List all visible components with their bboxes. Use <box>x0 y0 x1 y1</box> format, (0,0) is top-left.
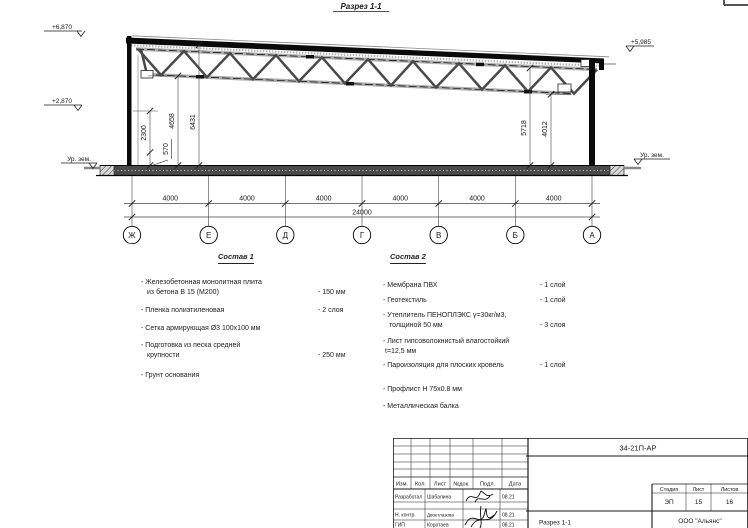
splice-plate <box>524 90 532 94</box>
svg-text:570: 570 <box>163 143 170 155</box>
slab-end-block <box>610 166 624 176</box>
list-item-line: толщиной 50 мм <box>389 321 443 329</box>
axis-bubbles <box>123 226 600 243</box>
doc-number: 34-21П-АР <box>619 443 657 453</box>
section-drawing <box>0 0 748 250</box>
elevation-label: +6,870 <box>51 24 73 31</box>
truss-left-seat <box>141 71 153 79</box>
composition-2 <box>380 248 630 418</box>
dim-4012: 4012 <box>542 121 549 137</box>
list-item-value: - 250 мм <box>318 352 346 359</box>
elevation-arrow-icon <box>74 105 82 111</box>
role-label: Н. контр. <box>395 512 416 519</box>
list-item <box>383 337 509 356</box>
list-item-line: - Сетка армирующая Ø3 100х100 мм <box>141 325 261 332</box>
list-item-line: - Железобетонная монолитная плита <box>141 279 262 286</box>
section-view-title-text: Разрез 1-1 <box>340 2 382 11</box>
role-label: Разработал <box>395 494 423 501</box>
composition-2-title: Состав 2 <box>390 252 426 264</box>
sheets-value: 16 <box>725 499 734 506</box>
axis-bubble <box>123 226 140 243</box>
list-item-line: из бетона В 15 (М200) <box>147 288 219 296</box>
list-item-line: - Геотекстиль <box>383 297 427 304</box>
list-item-value: - 150 мм <box>318 289 346 296</box>
sheet-corner-mark <box>724 0 748 5</box>
list-item <box>141 341 240 360</box>
axis-label: Ж <box>128 230 136 240</box>
axis-label: В <box>436 230 442 240</box>
list-item <box>383 281 437 291</box>
sign-date: 08.21 <box>502 512 515 519</box>
dim-6431: 6431 <box>190 114 197 130</box>
signature-scribble <box>466 491 493 502</box>
dim-570 <box>152 139 172 166</box>
title-block <box>393 438 748 528</box>
axis-bubble <box>277 226 294 243</box>
column-cap-plate <box>581 60 590 67</box>
stage-sheet-table <box>660 487 739 506</box>
axis-label: Г <box>359 230 365 240</box>
signature-scribble <box>465 506 497 528</box>
sheets-label: Листов <box>720 487 739 493</box>
dim-5718: 5718 <box>521 120 528 136</box>
col-podl: Подл. <box>479 481 496 488</box>
list-item-line: - Пароизоляция для плоских кровель <box>383 362 504 369</box>
col-list: Лист <box>433 481 447 488</box>
sheet-label: Лист <box>692 487 705 493</box>
sign-date: 08.21 <box>502 494 515 501</box>
stage-label: Стадия <box>659 487 679 493</box>
sign-date: 08.21 <box>502 522 515 528</box>
composition-1 <box>130 248 366 398</box>
stage-value: ЭП <box>664 499 674 506</box>
slab-end-block <box>100 166 114 176</box>
axis-label: Е <box>206 230 212 240</box>
list-item-value: - 3 слоя <box>540 321 566 329</box>
list-item <box>383 361 504 371</box>
left-column <box>127 36 132 168</box>
elevation-label: +5,985 <box>630 39 652 46</box>
list-item-line: t=12,5 мм <box>385 347 417 355</box>
list-item-value: - 1 слой <box>540 282 566 289</box>
list-item <box>141 324 260 334</box>
elevation-mid-left <box>44 98 82 111</box>
list-item <box>383 402 459 412</box>
splice-plate <box>196 75 204 79</box>
list-item-line: - Подготовка из песка средней <box>141 342 241 349</box>
roof-edge-cap <box>599 59 604 70</box>
elevation-arrow-icon <box>634 159 642 165</box>
bay-dim: 4000 <box>162 195 179 203</box>
list-item-value: - 1 слой <box>540 362 566 369</box>
bay-dim: 4000 <box>469 195 485 203</box>
ground-level-left <box>61 156 97 169</box>
bay-dim: 4000 <box>545 195 562 203</box>
col-data: Дата <box>508 481 522 488</box>
col-izm: Изм. <box>396 481 408 488</box>
person-name: Двоеглазова <box>427 512 454 518</box>
col-kol: Кол. <box>414 481 427 488</box>
person-name: Коротаев <box>427 522 449 528</box>
ground-level-label: Ур. зем. <box>640 152 664 159</box>
list-item-line: - Утеплитель ПЕНОПЛЭКС γ=30кг/м3, <box>383 312 507 319</box>
bay-dim: 4000 <box>315 195 332 203</box>
list-item-line: - Лист гипсоволокнистый влагостойкий <box>383 338 510 345</box>
bay-dim: 4000 <box>239 195 255 203</box>
list-item-line: - Профлист Н 75х0.8 мм <box>383 386 462 393</box>
axis-bubble <box>507 226 524 243</box>
role-label: ГИП <box>395 522 405 528</box>
horizontal-dimensions <box>124 176 600 226</box>
revision-header-row <box>396 482 522 488</box>
list-item-line: - Мембрана ПВХ <box>383 282 438 289</box>
signature-rows <box>395 491 515 528</box>
dim-2300: 2300 <box>141 125 148 141</box>
ground-level-right <box>634 152 670 165</box>
list-item <box>141 278 262 297</box>
sheet-value: 15 <box>694 499 703 506</box>
axis-bubble <box>583 226 600 243</box>
composition-1-title: Состав 1 <box>218 252 254 264</box>
right-column <box>589 60 595 168</box>
splice-plate <box>306 55 314 59</box>
list-item <box>141 306 224 316</box>
floor-slab <box>84 166 641 176</box>
splice-plate <box>346 82 354 86</box>
title-block-drawing-title: Разрез 1-1 <box>539 519 571 527</box>
list-item <box>383 385 462 395</box>
elevation-top-left <box>44 24 85 37</box>
list-item-line: - Пленка полиэтиленовая <box>141 307 225 314</box>
axis-label: А <box>589 230 595 240</box>
ground-level-label: Ур. зем. <box>67 156 91 163</box>
axis-label: Д <box>282 230 289 240</box>
list-item-line: - Металлическая балка <box>383 403 459 410</box>
list-item-value: - 1 слой <box>540 297 566 304</box>
axis-bubble <box>200 226 217 243</box>
axis-bubble <box>430 226 447 243</box>
elevation-arrow-icon <box>77 31 85 37</box>
list-item-line: крупности <box>147 351 180 359</box>
list-item-line: - Грунт основания <box>141 372 200 379</box>
splice-plate <box>476 63 484 66</box>
axis-bubble <box>353 226 370 243</box>
axis-label: Б <box>512 230 518 240</box>
total-dim: 24000 <box>352 209 372 217</box>
bay-dim: 4000 <box>392 195 409 203</box>
list-item <box>383 296 427 306</box>
elevation-top-right <box>626 39 654 52</box>
company-name: ООО "Альянс" <box>678 518 722 525</box>
col-ndok: №док. <box>453 481 470 488</box>
truss-right-seat <box>558 84 571 92</box>
section-view-title <box>333 2 389 12</box>
person-name: Шабалина <box>427 494 452 501</box>
list-item-value: - 2 слоя <box>318 307 344 314</box>
list-item <box>141 371 199 381</box>
elevation-label: +2,870 <box>51 98 73 105</box>
elevation-arrow-icon <box>626 46 634 52</box>
list-item <box>383 311 506 330</box>
dim-4658: 4658 <box>169 113 176 129</box>
